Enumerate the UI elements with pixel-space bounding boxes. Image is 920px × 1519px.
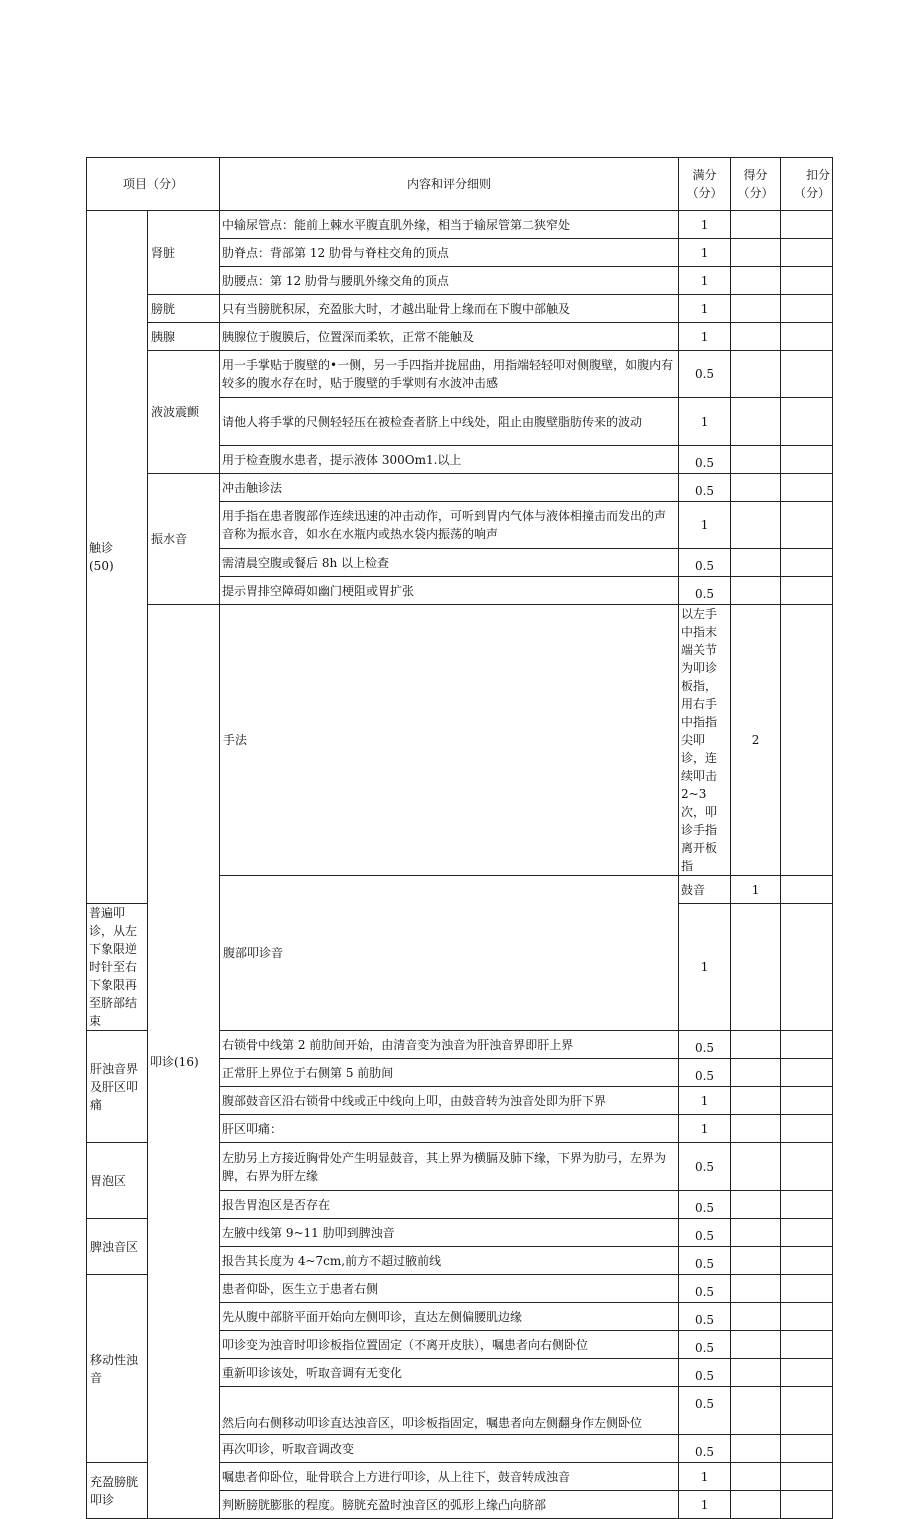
header-row bbox=[87, 158, 833, 211]
row-content: 需清晨空腹或餐后 8h 以上检查 bbox=[220, 549, 679, 577]
row-content: 肋腰点：第 12 肋骨与腰肌外缘交角的顶点 bbox=[220, 267, 679, 295]
row-full-score: 1 bbox=[679, 323, 731, 351]
table-row bbox=[87, 605, 833, 876]
row-deduct-score[interactable] bbox=[781, 1435, 833, 1463]
item-liver: 肝浊音界及肝区叩痛 bbox=[87, 1031, 148, 1143]
row-full-score: 0.5 bbox=[679, 1219, 731, 1247]
row-got-score[interactable] bbox=[731, 267, 781, 295]
header-deduct-score bbox=[781, 158, 833, 211]
row-full-score: 1 bbox=[679, 1491, 731, 1519]
row-content: 报告胃泡区是否存在 bbox=[220, 1191, 679, 1219]
row-full-score: 0.5 bbox=[679, 1275, 731, 1303]
row-full-score: 0.5 bbox=[679, 446, 731, 474]
table-row bbox=[87, 351, 833, 398]
row-content: 叩诊变为浊音时叩诊板指位置固定（不离开皮肤），嘱患者向右侧卧位 bbox=[220, 1331, 679, 1359]
palpation-label: 触诊 bbox=[89, 541, 114, 555]
row-deduct-score[interactable] bbox=[781, 446, 833, 474]
row-full-score: 0.5 bbox=[679, 1303, 731, 1331]
row-deduct-score[interactable] bbox=[781, 577, 833, 605]
row-got-score[interactable] bbox=[731, 549, 781, 577]
row-full-score: 0.5 bbox=[679, 1435, 731, 1463]
header-got-score-unit: （分） bbox=[737, 186, 774, 200]
row-content: 腹部鼓音区沿右锁骨中线或正中线向上叩，由鼓音转为浊音处即为肝下界 bbox=[220, 1087, 679, 1115]
row-full-score: 1 bbox=[679, 1115, 731, 1143]
row-full-score: 1 bbox=[731, 876, 781, 904]
table-row bbox=[87, 323, 833, 351]
scoring-table bbox=[86, 157, 833, 1519]
row-deduct-score[interactable] bbox=[781, 1087, 833, 1115]
row-full-score: 1 bbox=[679, 211, 731, 239]
row-deduct-score[interactable] bbox=[781, 211, 833, 239]
section-palpation bbox=[87, 211, 148, 904]
row-got-score[interactable] bbox=[731, 1435, 781, 1463]
row-content: 请他人将手掌的尺侧轻轻压在被检查者脐上中线处，阻止由腹壁脂肪传来的波动 bbox=[220, 398, 679, 446]
header-full-score bbox=[679, 158, 731, 211]
row-got-score[interactable] bbox=[731, 577, 781, 605]
row-full-score: 0.5 bbox=[679, 1191, 731, 1219]
header-full-score-unit: （分） bbox=[686, 186, 723, 200]
row-deduct-score[interactable] bbox=[781, 1359, 833, 1387]
row-deduct-score[interactable] bbox=[781, 1219, 833, 1247]
row-deduct-score[interactable] bbox=[781, 502, 833, 549]
row-full-score: 2 bbox=[731, 605, 781, 876]
row-content: 肝区叩痛： bbox=[220, 1115, 679, 1143]
row-deduct-score[interactable] bbox=[781, 1031, 833, 1059]
item-technique: 手法 bbox=[220, 605, 679, 876]
row-deduct-score[interactable] bbox=[781, 549, 833, 577]
row-full-score: 0.5 bbox=[679, 577, 731, 605]
row-full-score: 1 bbox=[679, 398, 731, 446]
row-got-score[interactable] bbox=[731, 904, 781, 1031]
row-content: 正常肝上界位于右侧第 5 前肋间 bbox=[220, 1059, 679, 1087]
header-got-score-label: 得分 bbox=[743, 168, 768, 182]
row-deduct-score[interactable] bbox=[781, 904, 833, 1031]
row-full-score: 1 bbox=[679, 239, 731, 267]
row-got-score[interactable] bbox=[731, 1491, 781, 1519]
header-deduct-score-unit: （分） bbox=[794, 186, 831, 200]
row-deduct-score[interactable] bbox=[781, 1115, 833, 1143]
row-got-score[interactable] bbox=[731, 502, 781, 549]
row-full-score: 0.5 bbox=[679, 549, 731, 577]
row-full-score: 0.5 bbox=[679, 1359, 731, 1387]
row-got-score[interactable] bbox=[781, 605, 833, 876]
row-content: 重新叩诊该处，听取音调有无变化 bbox=[220, 1359, 679, 1387]
row-full-score: 1 bbox=[679, 502, 731, 549]
table-row bbox=[87, 474, 833, 502]
row-content: 肋脊点：背部第 12 肋骨与脊柱交角的顶点 bbox=[220, 239, 679, 267]
row-got-score[interactable] bbox=[731, 1359, 781, 1387]
item-succussion: 振水音 bbox=[148, 474, 220, 605]
row-content: 判断膀胱膨胀的程度。膀胱充盈时浊音区的弧形上缘凸向脐部 bbox=[220, 1491, 679, 1519]
header-deduct-score-label: 扣分 bbox=[806, 168, 831, 182]
row-got-score[interactable] bbox=[731, 323, 781, 351]
item-kidney: 肾脏 bbox=[148, 211, 220, 295]
row-content: 再次叩诊，听取音调改变 bbox=[220, 1435, 679, 1463]
table-row bbox=[87, 211, 833, 239]
row-content: 嘱患者仰卧位，耻骨联合上方进行叩诊，从上往下，鼓音转成浊音 bbox=[220, 1463, 679, 1491]
row-got-score[interactable] bbox=[731, 295, 781, 323]
row-full-score: 1 bbox=[679, 267, 731, 295]
row-content: 用于检查腹水患者，提示液体 300Om1.以上 bbox=[220, 446, 679, 474]
section-percussion: 叩诊(16) bbox=[148, 605, 220, 1519]
row-got-score[interactable] bbox=[731, 1191, 781, 1219]
row-deduct-score[interactable] bbox=[781, 1463, 833, 1491]
row-content: 冲击触诊法 bbox=[220, 474, 679, 502]
row-content: 患者仰卧，医生立于患者右侧 bbox=[220, 1275, 679, 1303]
row-got-score[interactable] bbox=[731, 1387, 781, 1435]
row-got-score[interactable] bbox=[781, 876, 833, 904]
row-got-score[interactable] bbox=[731, 1331, 781, 1359]
row-got-score[interactable] bbox=[731, 1087, 781, 1115]
row-full-score: 0.5 bbox=[679, 351, 731, 398]
row-content: 报告其长度为 4~7cm,前方不超过腋前线 bbox=[220, 1247, 679, 1275]
row-got-score[interactable] bbox=[731, 239, 781, 267]
row-content: 提示胃排空障碍如幽门梗阻或胃扩张 bbox=[220, 577, 679, 605]
item-pancreas: 胰腺 bbox=[148, 323, 220, 351]
row-deduct-score[interactable] bbox=[781, 398, 833, 446]
row-content: 用一手掌贴于腹壁的•一侧，另一手四指并拢屈曲，用指端轻轻叩对侧腹壁，如腹内有较多的腹水存在时，贴于腹壁的手掌则有水波冲击感 bbox=[220, 351, 679, 398]
row-got-score[interactable] bbox=[731, 398, 781, 446]
row-deduct-score[interactable] bbox=[781, 1331, 833, 1359]
row-full-score: 0.5 bbox=[679, 1059, 731, 1087]
row-deduct-score[interactable] bbox=[781, 1303, 833, 1331]
header-got-score bbox=[731, 158, 781, 211]
row-full-score: 0.5 bbox=[679, 1143, 731, 1191]
row-got-score[interactable] bbox=[731, 1031, 781, 1059]
row-full-score: 1 bbox=[679, 295, 731, 323]
row-full-score: 1 bbox=[679, 1087, 731, 1115]
item-abdominal-sound: 腹部叩诊音 bbox=[220, 876, 679, 1031]
row-full-score: 0.5 bbox=[679, 1331, 731, 1359]
row-content: 以左手中指末端关节为叩诊板指，用右手中指指尖叩诊，连续叩击 2~3 次，叩诊手指离开板指 bbox=[679, 605, 731, 876]
row-deduct-score[interactable] bbox=[781, 351, 833, 398]
row-full-score: 0.5 bbox=[679, 474, 731, 502]
header-project: 项目（分） bbox=[87, 158, 220, 211]
row-deduct-score[interactable] bbox=[781, 295, 833, 323]
item-gastric-bubble: 胃泡区 bbox=[87, 1143, 148, 1219]
row-full-score: 0.5 bbox=[679, 1387, 731, 1435]
row-got-score[interactable] bbox=[731, 446, 781, 474]
row-got-score[interactable] bbox=[731, 1275, 781, 1303]
row-content: 然后向右侧移动叩诊直达浊音区，叩诊板指固定，嘱患者向左侧翻身作左侧卧位 bbox=[220, 1387, 679, 1435]
row-got-score[interactable] bbox=[731, 351, 781, 398]
row-deduct-score[interactable] bbox=[781, 1247, 833, 1275]
row-deduct-score[interactable] bbox=[781, 474, 833, 502]
row-content: 鼓音 bbox=[679, 876, 731, 904]
row-got-score[interactable] bbox=[731, 1247, 781, 1275]
row-deduct-score[interactable] bbox=[781, 1191, 833, 1219]
item-spleen: 脾浊音区 bbox=[87, 1219, 148, 1275]
header-content: 内容和评分细则 bbox=[220, 158, 679, 211]
row-deduct-score[interactable] bbox=[781, 1387, 833, 1435]
item-full-bladder: 充盈膀胱叩诊 bbox=[87, 1463, 148, 1519]
row-full-score: 1 bbox=[679, 904, 731, 1031]
header-full-score-label: 满分 bbox=[692, 168, 717, 182]
row-deduct-score[interactable] bbox=[781, 1275, 833, 1303]
item-fluid-wave: 液波震颤 bbox=[148, 351, 220, 474]
row-deduct-score[interactable] bbox=[781, 1491, 833, 1519]
row-got-score[interactable] bbox=[731, 474, 781, 502]
row-content: 只有当膀胱积尿，充盈胀大时，才越出耻骨上缘而在下腹中部触及 bbox=[220, 295, 679, 323]
table-row bbox=[87, 295, 833, 323]
row-deduct-score[interactable] bbox=[781, 323, 833, 351]
row-deduct-score[interactable] bbox=[781, 239, 833, 267]
palpation-score: (50) bbox=[89, 559, 114, 573]
row-got-score[interactable] bbox=[731, 211, 781, 239]
row-content: 用手指在患者腹部作连续迅速的冲击动作，可听到胃内气体与液体相撞击而发出的声音称为振水音，如水在水瓶内或热水袋内振荡的响声 bbox=[220, 502, 679, 549]
row-full-score: 0.5 bbox=[679, 1031, 731, 1059]
row-full-score: 0.5 bbox=[679, 1247, 731, 1275]
row-content: 普遍叩诊，从左下象限逆时针至右下象限再至脐部结束 bbox=[87, 904, 148, 1031]
row-content: 右锁骨中线第 2 前肋间开始，由清音变为浊音为肝浊音界即肝上界 bbox=[220, 1031, 679, 1059]
row-got-score[interactable] bbox=[731, 1143, 781, 1191]
row-content: 中输尿管点：能前上棘水平腹直肌外缘，相当于输尿管第二狭窄处 bbox=[220, 211, 679, 239]
row-deduct-score[interactable] bbox=[781, 1143, 833, 1191]
row-deduct-score[interactable] bbox=[781, 267, 833, 295]
row-full-score: 1 bbox=[679, 1463, 731, 1491]
item-bladder: 膀胱 bbox=[148, 295, 220, 323]
item-shifting-dullness: 移动性浊音 bbox=[87, 1275, 148, 1463]
row-content: 先从腹中部脐平面开始向左侧叩诊，直达左侧偏腰肌边缘 bbox=[220, 1303, 679, 1331]
row-got-score[interactable] bbox=[731, 1115, 781, 1143]
row-content: 胰腺位于腹膜后，位置深而柔软，正常不能触及 bbox=[220, 323, 679, 351]
row-content: 左肋另上方接近胸骨处产生明显鼓音，其上界为横膈及肺下缘，下界为肋弓，左界为脾，右界为肝左缘 bbox=[220, 1143, 679, 1191]
row-got-score[interactable] bbox=[731, 1059, 781, 1087]
row-deduct-score[interactable] bbox=[781, 1059, 833, 1087]
row-got-score[interactable] bbox=[731, 1463, 781, 1491]
row-got-score[interactable] bbox=[731, 1219, 781, 1247]
row-got-score[interactable] bbox=[731, 1303, 781, 1331]
row-content: 左腋中线第 9~11 肋叩到脾浊音 bbox=[220, 1219, 679, 1247]
